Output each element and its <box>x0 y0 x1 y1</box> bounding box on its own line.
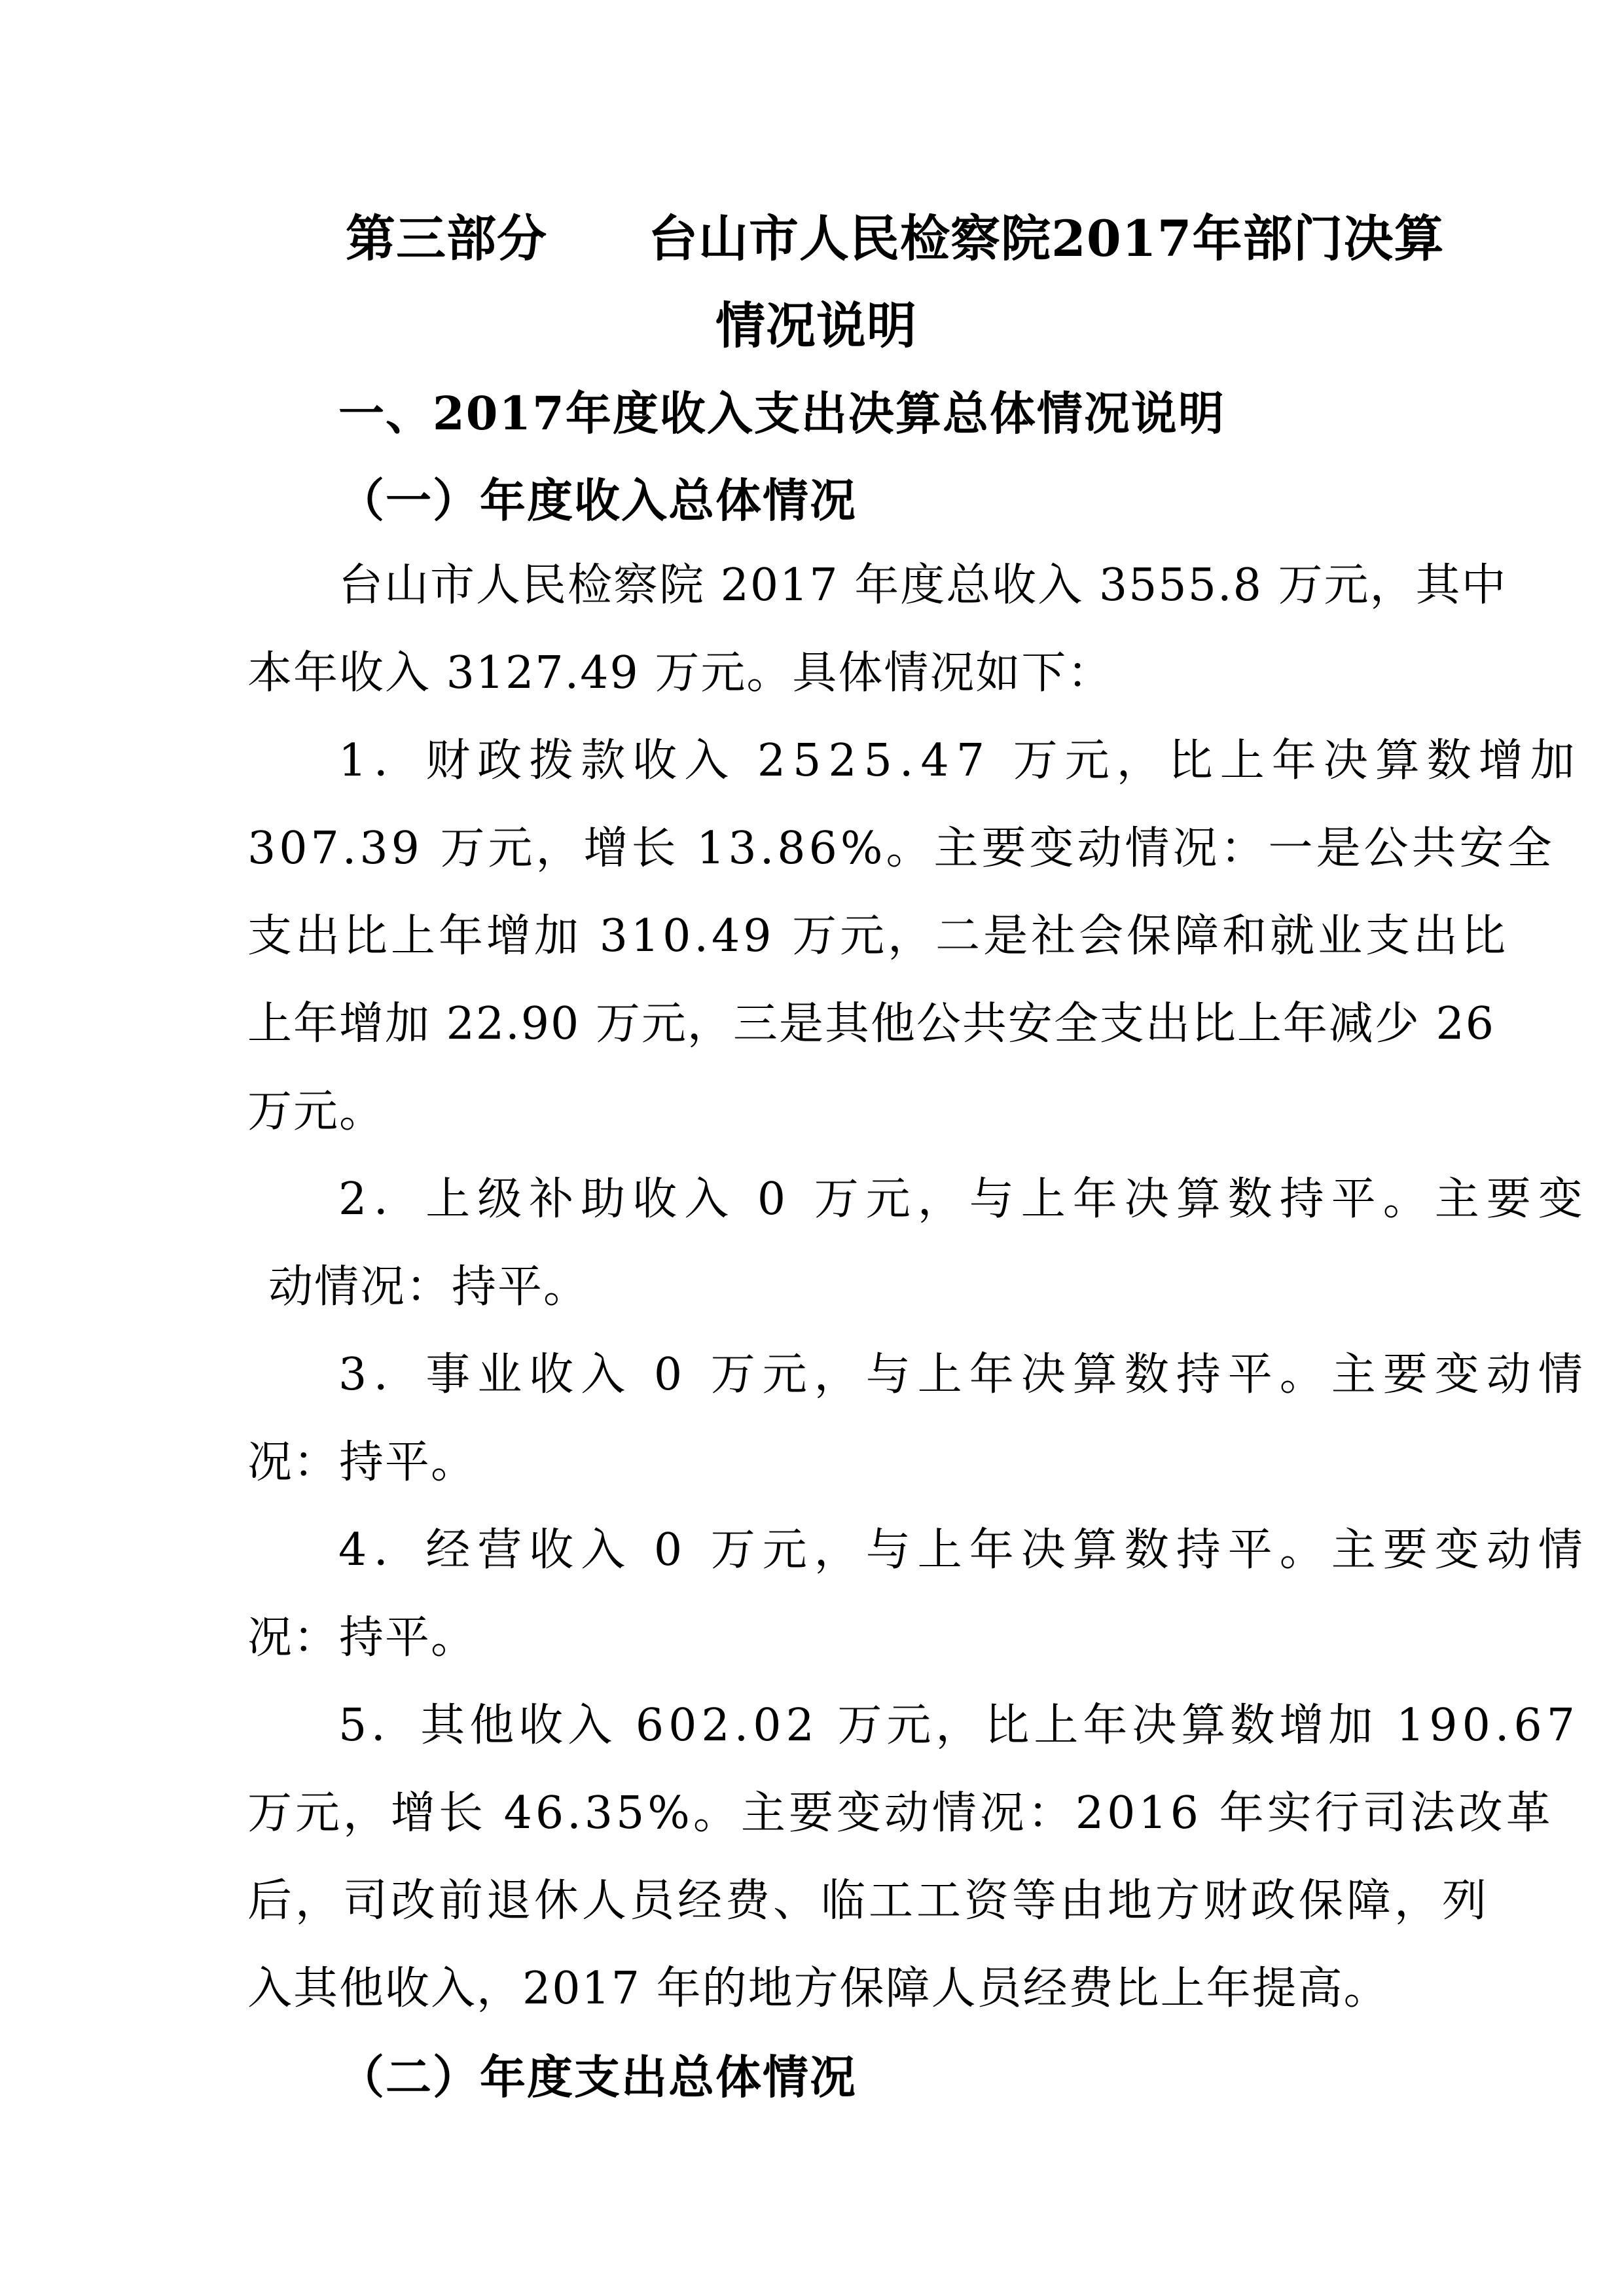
item-3-line-1: 3．事业收入 0 万元，与上年决算数持平。主要变动情 <box>338 1349 1590 1401</box>
item-2-line-1: 2．上级补助收入 0 万元，与上年决算数持平。主要变 <box>338 1174 1590 1225</box>
item-1-line-5: 万元。 <box>247 1086 386 1138</box>
subsection-heading-expenditure: （二）年度支出总体情况 <box>338 2050 857 2104</box>
item-5-line-3: 后，司改前退休人员经费、临工工资等由地方财政保障，列 <box>247 1875 1490 1927</box>
item-2-line-2: 动情况：持平。 <box>268 1261 590 1313</box>
item-5-line-1: 5．其他收入 602.02 万元，比上年决算数增加 190.67 <box>338 1700 1579 1751</box>
item-1-line-2: 307.39 万元，增长 13.86%。主要变动情况：一是公共安全 <box>247 823 1555 874</box>
document-title-line-1: 第三部分 台山市人民检察院2017年部门决算 <box>346 209 1445 268</box>
paragraph-intro-line-1: 台山市人民检察院 2017 年度总收入 3555.8 万元，其中 <box>338 560 1507 611</box>
item-4-line-2: 况：持平。 <box>247 1612 477 1664</box>
item-4-line-1: 4．经营收入 0 万元，与上年决算数持平。主要变动情 <box>338 1524 1590 1576</box>
item-3-line-2: 况：持平。 <box>247 1437 477 1488</box>
item-5-line-2: 万元，增长 46.35%。主要变动情况：2016 年实行司法改革 <box>247 1787 1554 1839</box>
section-heading-overview: 一、2017年度收入支出决算总体情况说明 <box>338 386 1225 440</box>
item-1-line-1: 1．财政拨款收入 2525.47 万元，比上年决算数增加 <box>338 735 1582 787</box>
item-1-line-4: 上年增加 22.90 万元，三是其他公共安全支出比上年减少 26 <box>247 998 1496 1050</box>
paragraph-intro-line-2: 本年收入 3127.49 万元。具体情况如下： <box>247 647 1113 699</box>
subsection-heading-income: （一）年度收入总体情况 <box>338 473 857 528</box>
document-title-line-2: 情况说明 <box>715 296 917 355</box>
item-1-line-3: 支出比上年增加 310.49 万元，二是社会保障和就业支出比 <box>247 910 1509 962</box>
item-5-line-4: 入其他收入，2017 年的地方保障人员经费比上年提高。 <box>247 1963 1390 2015</box>
